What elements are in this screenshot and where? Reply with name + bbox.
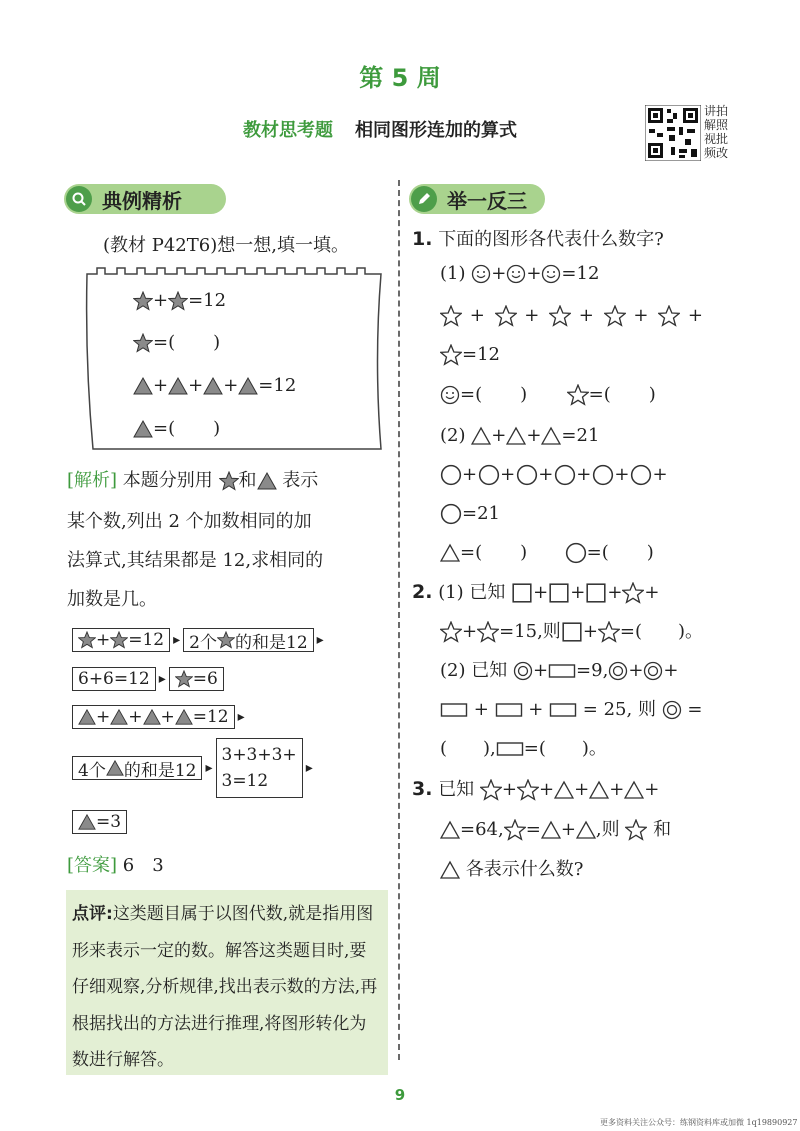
circle-outline-icon xyxy=(630,464,652,486)
star-filled-icon xyxy=(133,333,153,353)
star-outline-icon xyxy=(504,819,526,841)
smiley-icon xyxy=(506,264,526,284)
notebook-eq-4: =( ) xyxy=(133,417,220,441)
triangle-filled-icon xyxy=(257,471,277,491)
triangle-outline-icon xyxy=(440,543,460,563)
flow-box-7: 3+3+3+ 3=12 xyxy=(216,738,303,798)
tip-box xyxy=(66,890,388,1075)
column-divider xyxy=(398,180,400,1060)
triangle-filled-icon xyxy=(78,813,96,831)
flow-box-1: + =12 xyxy=(72,628,170,652)
rectangle-outline-icon xyxy=(549,700,577,720)
star-filled-icon xyxy=(217,631,235,649)
smiley-icon xyxy=(440,385,460,405)
analysis-tag: [解析] xyxy=(67,470,118,491)
star-outline-icon xyxy=(658,305,680,327)
q1-part1-eq: (1) + + =12 xyxy=(440,263,600,284)
notebook-eq-3: + + + =12 xyxy=(133,374,296,398)
q2-part1-line1: 2. (1) 已知 + + + + xyxy=(412,581,660,603)
circle-outline-icon xyxy=(440,503,462,525)
triangle-filled-icon xyxy=(175,708,193,726)
triangle-filled-icon xyxy=(133,419,153,439)
flow-row-2 xyxy=(72,667,224,691)
double-circle-icon xyxy=(662,700,682,720)
answer-line xyxy=(67,854,164,878)
square-outline-icon xyxy=(511,582,533,604)
square-outline-icon xyxy=(561,621,583,643)
right-banner-label: 举一反三 xyxy=(447,188,527,213)
star-filled-icon xyxy=(78,631,96,649)
double-circle-icon xyxy=(608,661,628,681)
triangle-outline-icon xyxy=(554,780,574,800)
star-outline-icon xyxy=(549,305,571,327)
flow-box-3: 6+6=12 xyxy=(72,667,156,691)
star-outline-icon xyxy=(517,779,539,801)
notebook-eq-2: =( ) xyxy=(133,331,220,355)
circle-outline-icon xyxy=(478,464,500,486)
circle-outline-icon xyxy=(516,464,538,486)
double-circle-icon xyxy=(513,661,533,681)
flow-box-5: + + + =12 xyxy=(72,705,235,729)
arrow-icon: ▸ xyxy=(158,671,166,687)
triangle-outline-icon xyxy=(624,780,644,800)
star-outline-icon xyxy=(477,621,499,643)
star-outline-icon xyxy=(440,344,462,366)
circle-outline-icon xyxy=(554,464,576,486)
q1-part1-star-result: =12 xyxy=(440,343,500,367)
star-outline-icon xyxy=(480,779,502,801)
arrow-icon: ▸ xyxy=(305,760,313,776)
notebook-eq-1: + =12 xyxy=(133,289,226,313)
triangle-outline-icon xyxy=(541,426,561,446)
triangle-outline-icon xyxy=(589,780,609,800)
rectangle-outline-icon xyxy=(496,739,524,759)
smiley-icon xyxy=(541,264,561,284)
qr-code-icon[interactable] xyxy=(645,105,701,161)
star-outline-icon xyxy=(598,621,620,643)
circle-outline-icon xyxy=(592,464,614,486)
triangle-outline-icon xyxy=(541,820,561,840)
star-filled-icon xyxy=(175,670,193,688)
flow-row-4 xyxy=(72,738,316,798)
arrow-icon: ▸ xyxy=(173,632,181,648)
footer-note: 更多资料关注公众号：练钢资料库或加微 1q19890927 xyxy=(600,1118,798,1127)
analysis-line-4: 加数是几。 xyxy=(67,589,157,610)
triangle-filled-icon xyxy=(133,376,153,396)
tip-text: 这类题目属于以图代数,就是指用图形来表示一定的数。解答这类题目时,要仔细观察,分析规律,找出表示数的方法,再根据找出的方法进行推理,将图形转化为数进行解答。 xyxy=(72,904,378,1070)
pencil-icon xyxy=(411,186,437,212)
arrow-icon: ▸ xyxy=(237,709,245,725)
arrow-icon: ▸ xyxy=(316,632,324,648)
question-1-title: 1. 下面的图形各代表什么数字? xyxy=(412,228,664,250)
flow-row-3 xyxy=(72,705,248,729)
topic-label: 教材思考题 xyxy=(243,120,333,141)
triangle-outline-icon xyxy=(440,820,460,840)
flow-box-2: 2个 的和是12 xyxy=(183,628,313,652)
q2-part2-line1: (2) 已知 + =9, + + xyxy=(440,660,679,681)
triangle-filled-icon xyxy=(106,759,124,777)
flow-box-8: =3 xyxy=(72,810,127,834)
star-outline-icon xyxy=(567,384,589,406)
star-outline-icon xyxy=(440,305,462,327)
triangle-filled-icon xyxy=(238,376,258,396)
rectangle-outline-icon xyxy=(440,700,468,720)
flow-box-6: 4个 的和是12 xyxy=(72,756,202,780)
flow-row-5 xyxy=(72,810,127,835)
rectangle-outline-icon xyxy=(548,661,576,681)
tip-label: 点评: xyxy=(72,904,113,924)
qr-caption: 讲拍解照视批频改 xyxy=(704,104,729,160)
triangle-filled-icon xyxy=(203,376,223,396)
left-banner-label: 典例精析 xyxy=(102,188,182,213)
page-number: 9 xyxy=(394,1086,406,1104)
triangle-filled-icon xyxy=(110,708,128,726)
right-section-banner xyxy=(409,184,545,214)
q1-part1-answers: =( ) =( ) xyxy=(440,383,656,407)
q1-part2-circle-sum: + + + + + + xyxy=(440,463,669,487)
triangle-filled-icon xyxy=(78,708,96,726)
star-filled-icon xyxy=(219,471,239,491)
q3-line2: =64, = + ,则 和 xyxy=(440,818,671,842)
triangle-outline-icon xyxy=(471,426,491,446)
answer-tag: [答案] xyxy=(67,855,118,876)
topic-row xyxy=(243,116,517,142)
arrow-icon: ▸ xyxy=(205,760,213,776)
example-intro: (教材 P42T6)想一想,填一填。 xyxy=(103,235,349,256)
star-outline-icon xyxy=(625,819,647,841)
q2-part2-line3: ( ), =( )。 xyxy=(440,738,607,759)
q1-part2-circle-result: =21 xyxy=(440,502,500,526)
q1-part2-eq: (2) + + =21 xyxy=(440,425,600,446)
analysis-line-3: 法算式,其结果都是 12,求相同的 xyxy=(67,550,324,571)
star-filled-icon xyxy=(110,631,128,649)
left-section-banner xyxy=(64,184,226,214)
answer-value: 6 3 xyxy=(122,855,164,876)
double-circle-icon xyxy=(643,661,663,681)
triangle-outline-icon xyxy=(576,820,596,840)
flow-box-4: =6 xyxy=(169,667,224,691)
star-filled-icon xyxy=(168,291,188,311)
analysis-line-1: [解析] 本题分别用 和 表示 xyxy=(67,470,319,491)
week-title: 第 5 周 xyxy=(359,64,441,92)
q1-part2-answers: =( ) =( ) xyxy=(440,541,654,565)
star-outline-icon xyxy=(495,305,517,327)
q3-line3: 各表示什么数? xyxy=(440,858,583,882)
magnifier-icon xyxy=(66,186,92,212)
analysis-line-2: 某个数,列出 2 个加数相同的加 xyxy=(67,511,312,532)
rectangle-outline-icon xyxy=(495,700,523,720)
square-outline-icon xyxy=(585,582,607,604)
notebook-card xyxy=(83,266,385,452)
square-outline-icon xyxy=(548,582,570,604)
smiley-icon xyxy=(471,264,491,284)
q1-part1-star-sum: + + + + + xyxy=(440,304,705,328)
triangle-filled-icon xyxy=(168,376,188,396)
circle-outline-icon xyxy=(440,464,462,486)
q2-part1-line2: + =15,则 + =( )。 xyxy=(440,620,703,644)
star-filled-icon xyxy=(133,291,153,311)
flow-row-1 xyxy=(72,628,327,652)
triangle-outline-icon xyxy=(440,860,460,880)
q3-line1: 3. 已知 + + + + + xyxy=(412,778,660,800)
star-outline-icon xyxy=(604,305,626,327)
star-outline-icon xyxy=(440,621,462,643)
circle-outline-icon xyxy=(565,542,587,564)
topic-title: 相同图形连加的算式 xyxy=(355,120,517,141)
star-outline-icon xyxy=(622,582,644,604)
triangle-outline-icon xyxy=(506,426,526,446)
q2-part2-line2: + + = 25, 则 = xyxy=(440,698,703,722)
triangle-filled-icon xyxy=(143,708,161,726)
